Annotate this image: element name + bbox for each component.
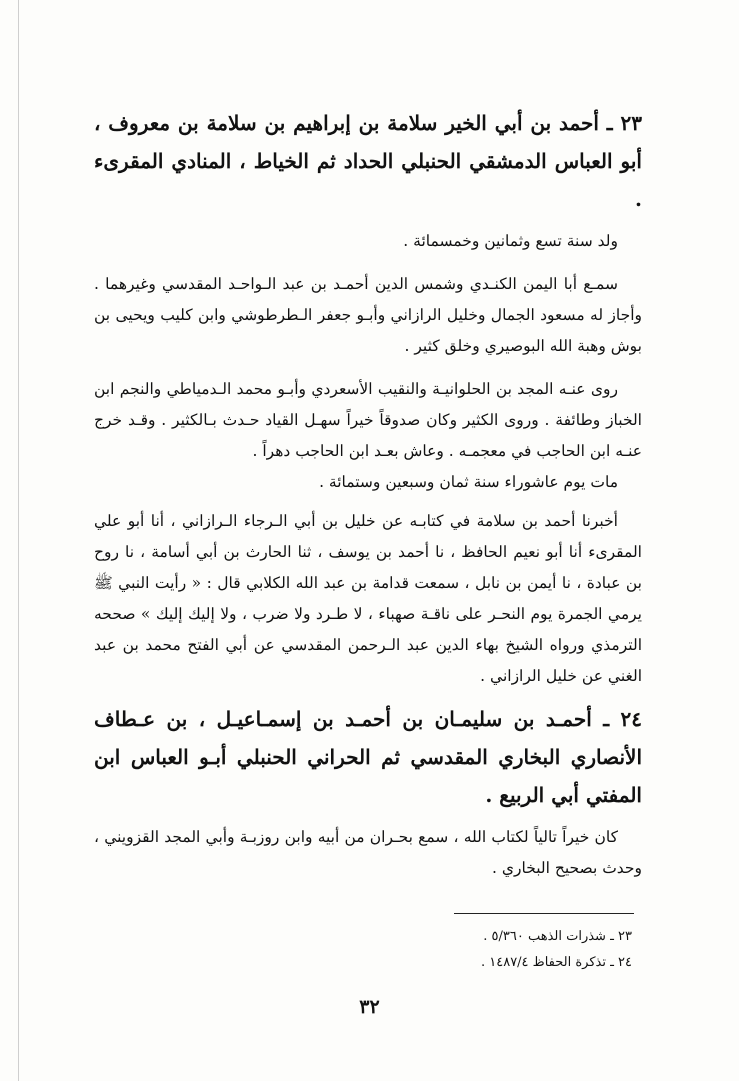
- entry-heading-line: ٢٣ ـ أحمد بن أبي الخير سلامة بن إبراهيم بن سلامة بن معروف ،: [94, 111, 642, 135]
- footnote: ٢٤ ـ تذكرة الحفاظ ١٤٨٧/٤ .: [480, 955, 632, 970]
- footnote: ٢٣ ـ شذرات الذهب ٥/٣٦٠ .: [483, 929, 632, 944]
- paragraph: كان خيراً تالياً لكتاب الله ، سمع بحـران من أبيه وابن روزبـة وأبي المجد القزويني ، وحدث بصحيح البخاري .: [94, 828, 642, 877]
- entry-heading-line: ٢٤ ـ أحمـد بن سليمـان بن أحمـد بن إسمـاعيـل ، بن عـطاف: [94, 707, 642, 731]
- page-body: [94, 104, 642, 884]
- paragraph: سمـع أبا اليمن الكنـدي وشمس الدين أحمـد بن عبد الـواحـد المقدسي وغيرهما . وأجاز له مسعود الجمال وخليل الرازاني وأبـو جعفر الـطرطوشي وابن كليب ويحيى بن بوش وهبة الله البوصيري وخلق كثير .: [94, 275, 642, 355]
- entry-heading: [94, 700, 642, 814]
- scan-edge-line: [18, 0, 19, 1081]
- footnotes: [94, 924, 632, 976]
- biography-entry-24: [94, 700, 642, 884]
- entry-heading: [94, 104, 642, 218]
- paragraph: أخبرنا أحمد بن سلامة في كتابـه عن خليل بن أبي الـرجاء الـرازاني ، أنا أبو علي المقرىء أنا أبو نعيم الحافظ ، نا أحمد بن يوسف ، ثنا الحارث بن أبي أسامة ، نا روح بن عبادة ، نا أيمن بن نابل ، سمعت قدامة بن عبد الله الكلابي قال : « رأيت النبي ﷺ يرمي الجمرة يوم النحـر على ناقـة صهباء ، لا طـرد ولا ضرب ، ولا إليك إليك » صححه الترمذي ورواه الشيخ بهاء الدين عبد الـرحمن المقدسي عن أبي الفتح محمد بن عبد الغني عن خليل الرازاني .: [94, 512, 642, 685]
- paragraph: روى عنـه المجد بن الحلوانيـة والنقيب الأسعردي وأبـو محمد الـدمياطي والنجم ابن الخباز وطائفة . وروى الكثير وكان صدوقاً خيراً سهـل القياد حـدث بـالكثير . وقـد خرج عنـه ابن الحاجب في معجمـه . وعاش بعـد ابن الحاجب دهراً .: [94, 380, 642, 460]
- page-number: ٣٢: [359, 996, 380, 1018]
- paragraph: ولد سنة تسع وثمانين وخمسمائة .: [403, 232, 618, 250]
- paragraph: مات يوم عاشوراء سنة ثمان وسبعين وستمائة .: [319, 473, 618, 491]
- biography-entry-23: [94, 104, 642, 692]
- entry-heading-line: أبو العباس الدمشقي الحنبلي الحداد ثم الخياط ، المنادي المقرىء .: [94, 149, 642, 211]
- entry-heading-line: الأنصاري البخاري المقدسي ثم الحراني الحنبلي أبـو العباس ابن المفتي أبي الربيع .: [94, 745, 642, 807]
- footnote-divider: [454, 913, 634, 914]
